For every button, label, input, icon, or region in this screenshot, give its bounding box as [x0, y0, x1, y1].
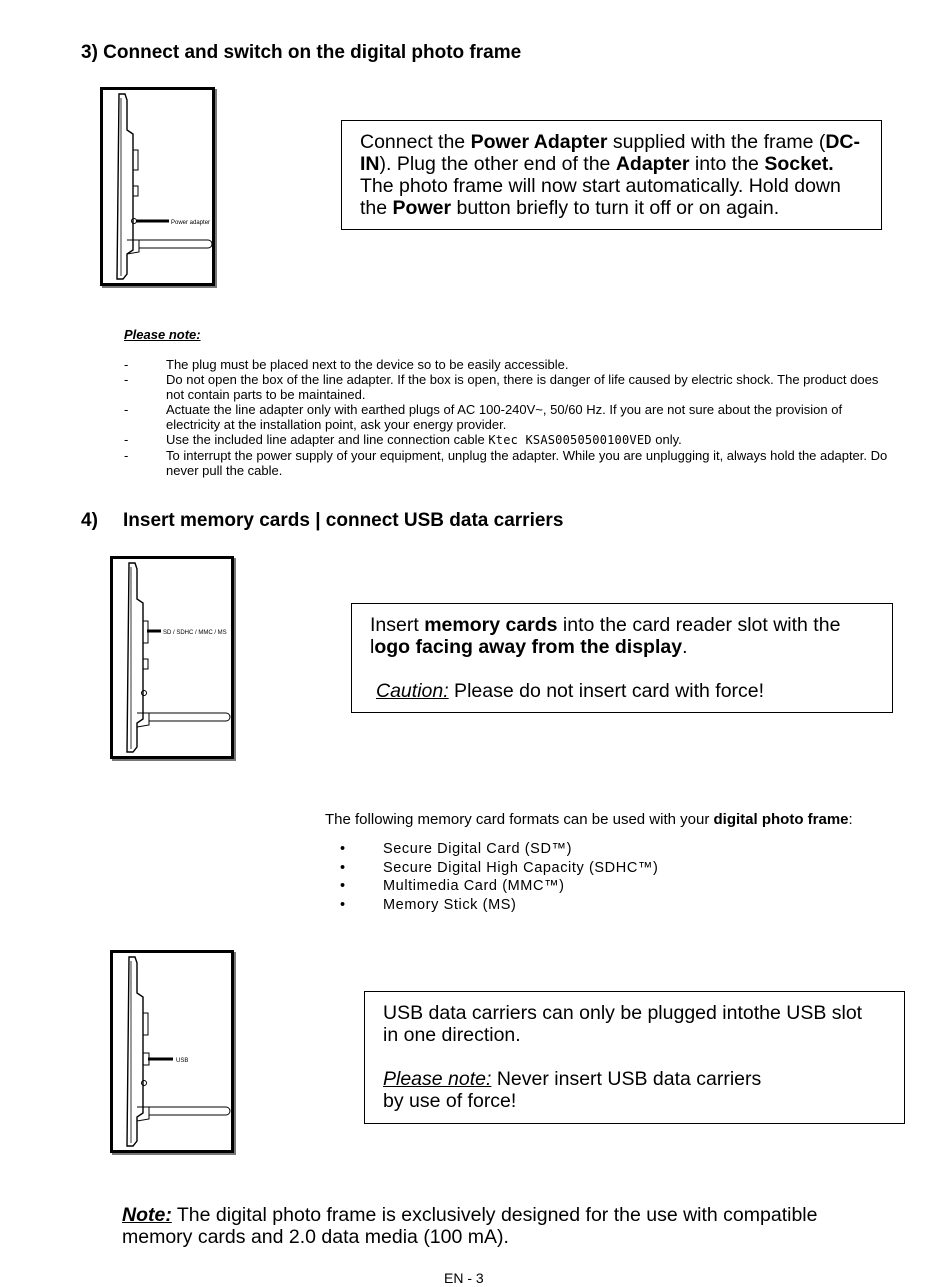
- list-item: • Multimedia Card (MMC™): [340, 878, 565, 894]
- list-item: - Do not open the box of the line adapter. If the box is open, there is danger of life caused by electric shock. The product does not contain parts to be maintained.: [124, 372, 879, 402]
- section-3-heading: 3) Connect and switch on the digital photo frame: [81, 42, 522, 63]
- section-4-heading: Insert memory cards | connect USB data carriers: [123, 510, 564, 531]
- formats-list: [340, 840, 658, 914]
- note-label: Note:: [122, 1204, 172, 1226]
- list-item: • Memory Stick (MS): [340, 896, 517, 913]
- caution-label: Caution:: [376, 680, 449, 702]
- compatibility-note: Note: The digital photo frame is exclusively designed for the use with compatible memory cards and 2.0 data media (100 mA).: [122, 1204, 818, 1248]
- safety-notes-list: [124, 357, 899, 478]
- formats-intro: The following memory card formats can be used with your digital photo frame:: [325, 811, 853, 828]
- page-number: EN - 3: [444, 1270, 484, 1286]
- list-item: - To interrupt the power supply of your equipment, unplug the adapter. While you are unplugging it, always hold the adapter. Do never pull the cable.: [124, 448, 888, 478]
- list-item: • Secure Digital High Capacity (SDHC™): [340, 859, 659, 876]
- list-item: - Actuate the line adapter only with earthed plugs of AC 100-240V~, 50/60 Hz. If you are not sure about the provision of electricity at the installation point, ask your energy provider.: [124, 402, 843, 432]
- power-adapter-caption: Power adapter: [171, 220, 211, 226]
- usb-caption: USB: [176, 1058, 189, 1064]
- please-note-title: Please note:: [124, 327, 201, 342]
- power-instruction-box: Connect the Power Adapter supplied with the frame (DC-IN). Plug the other end of the Adapter into the Socket. The photo frame will now start automatically. Hold down the Power button briefly to turn it off or on again.: [341, 120, 882, 230]
- frame-power-illustration: [100, 87, 215, 286]
- list-item: - Use the included line adapter and line connection cable Ktec KSAS0050500100VED only.: [124, 432, 682, 447]
- list-item: - The plug must be placed next to the device so to be easily accessible.: [124, 357, 569, 372]
- frame-card-slot-illustration: [110, 556, 234, 759]
- usb-please-note-label: Please note:: [383, 1068, 492, 1090]
- card-slot-caption: SD / SDHC / MMC / MS: [163, 630, 227, 636]
- list-item: • Secure Digital Card (SD™): [340, 841, 573, 857]
- frame-usb-illustration: [110, 950, 234, 1153]
- section-4-number: 4): [81, 510, 98, 531]
- memory-card-instruction-box: Insert memory cards into the card reader slot with the logo facing away from the display. Caution: Please do not insert card with force!: [351, 603, 893, 713]
- usb-instruction-box: USB data carriers can only be plugged intothe USB slot in one direction. Please note: Never insert USB data carriers by use of force!: [364, 991, 905, 1124]
